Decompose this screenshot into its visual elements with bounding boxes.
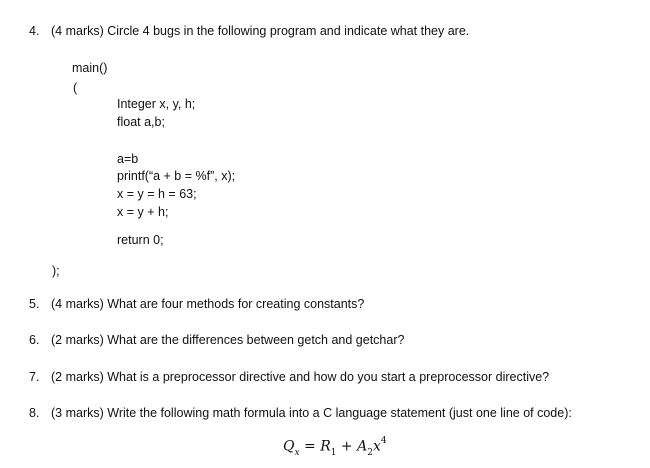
question-4-number: 4. <box>29 24 40 38</box>
code-line-close: ); <box>52 264 60 278</box>
question-5-text: (4 marks) What are four methods for creating constants? <box>51 297 365 311</box>
code-line-sum-assign: x = y + h; <box>117 205 169 219</box>
formula-x-superscript: 4 <box>380 436 387 446</box>
question-5-number: 5. <box>29 297 40 311</box>
code-line-chain-assign: x = y = h = 63; <box>117 187 197 201</box>
question-7-text: (2 marks) What is a preprocessor directive and how do you start a preprocessor directive? <box>51 370 550 384</box>
question-8-text: (3 marks) Write the following math formula into a C language statement (just one line of code): <box>51 406 572 420</box>
code-line-assign-a: a=b <box>117 152 139 166</box>
formula-x: x <box>372 438 381 455</box>
formula-a-subscript: 2 <box>367 448 373 459</box>
formula-plus: + <box>336 438 358 455</box>
formula-equals: = <box>299 438 321 455</box>
code-line-float-decl: float a,b; <box>117 115 165 129</box>
math-formula <box>283 438 387 457</box>
code-line-open-paren: ( <box>73 81 78 95</box>
code-line-printf: printf(“a + b = %f”, x); <box>117 169 236 183</box>
formula-r-subscript: 1 <box>330 448 337 459</box>
question-6-number: 6. <box>29 333 40 347</box>
formula-r: R <box>320 438 331 455</box>
formula-q-subscript: x <box>294 448 300 459</box>
question-8-number: 8. <box>29 406 40 420</box>
formula-a: A <box>357 438 368 455</box>
question-6-text: (2 marks) What are the differences between getch and getchar? <box>51 333 405 347</box>
question-4-text: (4 marks) Circle 4 bugs in the following program and indicate what they are. <box>51 24 470 38</box>
code-line-integer-decl: Integer x, y, h; <box>117 97 196 111</box>
question-7-number: 7. <box>29 370 40 384</box>
code-line-return: return 0; <box>117 233 164 247</box>
formula-q: Q <box>283 438 295 455</box>
code-line-main: main() <box>72 61 108 75</box>
